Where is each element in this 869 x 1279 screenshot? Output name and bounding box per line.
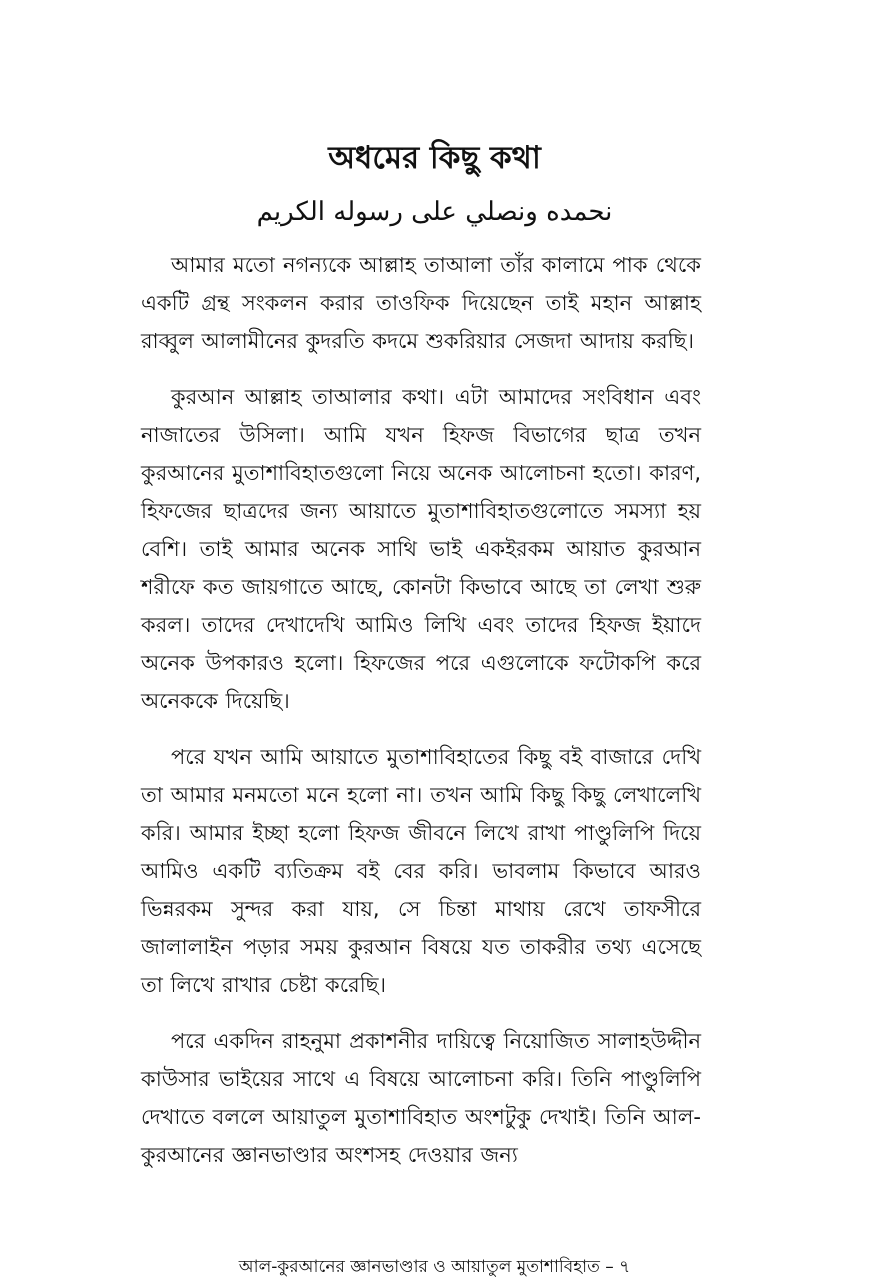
arabic-invocation: نحمده ونصلي على رسوله الكريم — [256, 197, 613, 227]
body-text — [141, 246, 701, 1192]
page-title: অধমের কিছু কথা — [328, 140, 541, 176]
paragraph-4: পরে একদিন রাহনুমা প্রকাশনীর দায়িত্বে নিয়োজিত সালাহউদ্দীন কাউসার ভাইয়ের সাথে এ বিষয়ে আলোচনা করি। তিনি পাণ্ডুলিপি দেখাতে বললে আয়াতুল মুতাশাবিহাত অংশটুকু দেখাই। তিনি আল-কুরআনের জ্ঞানভাণ্ডার অংশসহ দেওয়ার জন্য — [141, 1029, 701, 1167]
paragraph-2: কুরআন আল্লাহ তাআলার কথা। এটা আমাদের সংবিধান এবং নাজাতের উসিলা। আমি যখন হিফজ বিভাগের ছাত্র তখন কুরআনের মুতাশাবিহাতগুলো নিয়ে অনেক আলোচনা হতো। কারণ, হিফজের ছাত্রদের জন্য আয়াতে মুতাশাবিহাতগুলোতে সমস্যা হয় বেশি। তাই আমার অনেক সাথি ভাই একইরকম আয়াত কুরআন শরীফে কত জায়গাতে আছে, কোনটা কিভাবে আছে তা লেখা শুরু করল। তাদের দেখাদেখি আমিও লিখি এবং তাদের হিফজ ইয়াদে অনেক উপকারও হলো। হিফজের পরে এগুলোকে ফটোকপি করে অনেককে দিয়েছি। — [141, 385, 701, 713]
page-footer: আল-কুরআনের জ্ঞানভাণ্ডার ও আয়াতুল মুতাশাবিহাত – ৭ — [238, 1257, 631, 1277]
paragraph-1: আমার মতো নগন্যকে আল্লাহ তাআলা তাঁর কালামে পাক থেকে একটি গ্রন্থ সংকলন করার তাওফিক দিয়েছেন তাই মহান আল্লাহ রাব্বুল আলামীনের কুদরতি কদমে শুকরিয়ার সেজদা আদায় করছি। — [141, 253, 701, 353]
paragraph-3: পরে যখন আমি আয়াতে মুতাশাবিহাতের কিছু বই বাজারে দেখি তা আমার মনমতো মনে হলো না। তখন আমি কিছু কিছু লেখালেখি করি। আমার ইচ্ছা হলো হিফজ জীবনে লিখে রাখা পাণ্ডুলিপি দিয়ে আমিও একটি ব্যতিক্রম বই বের করি। ভাবলাম কিভাবে আরও ভিন্নরকম সুন্দর করা যায়, সে চিন্তা মাথায় রেখে তাফসীরে জালালাইন পড়ার সময় কুরআন বিষয়ে যত তাকরীর তথ্য এসেছে তা লিখে রাখার চেষ্টা করেছি। — [141, 745, 701, 997]
